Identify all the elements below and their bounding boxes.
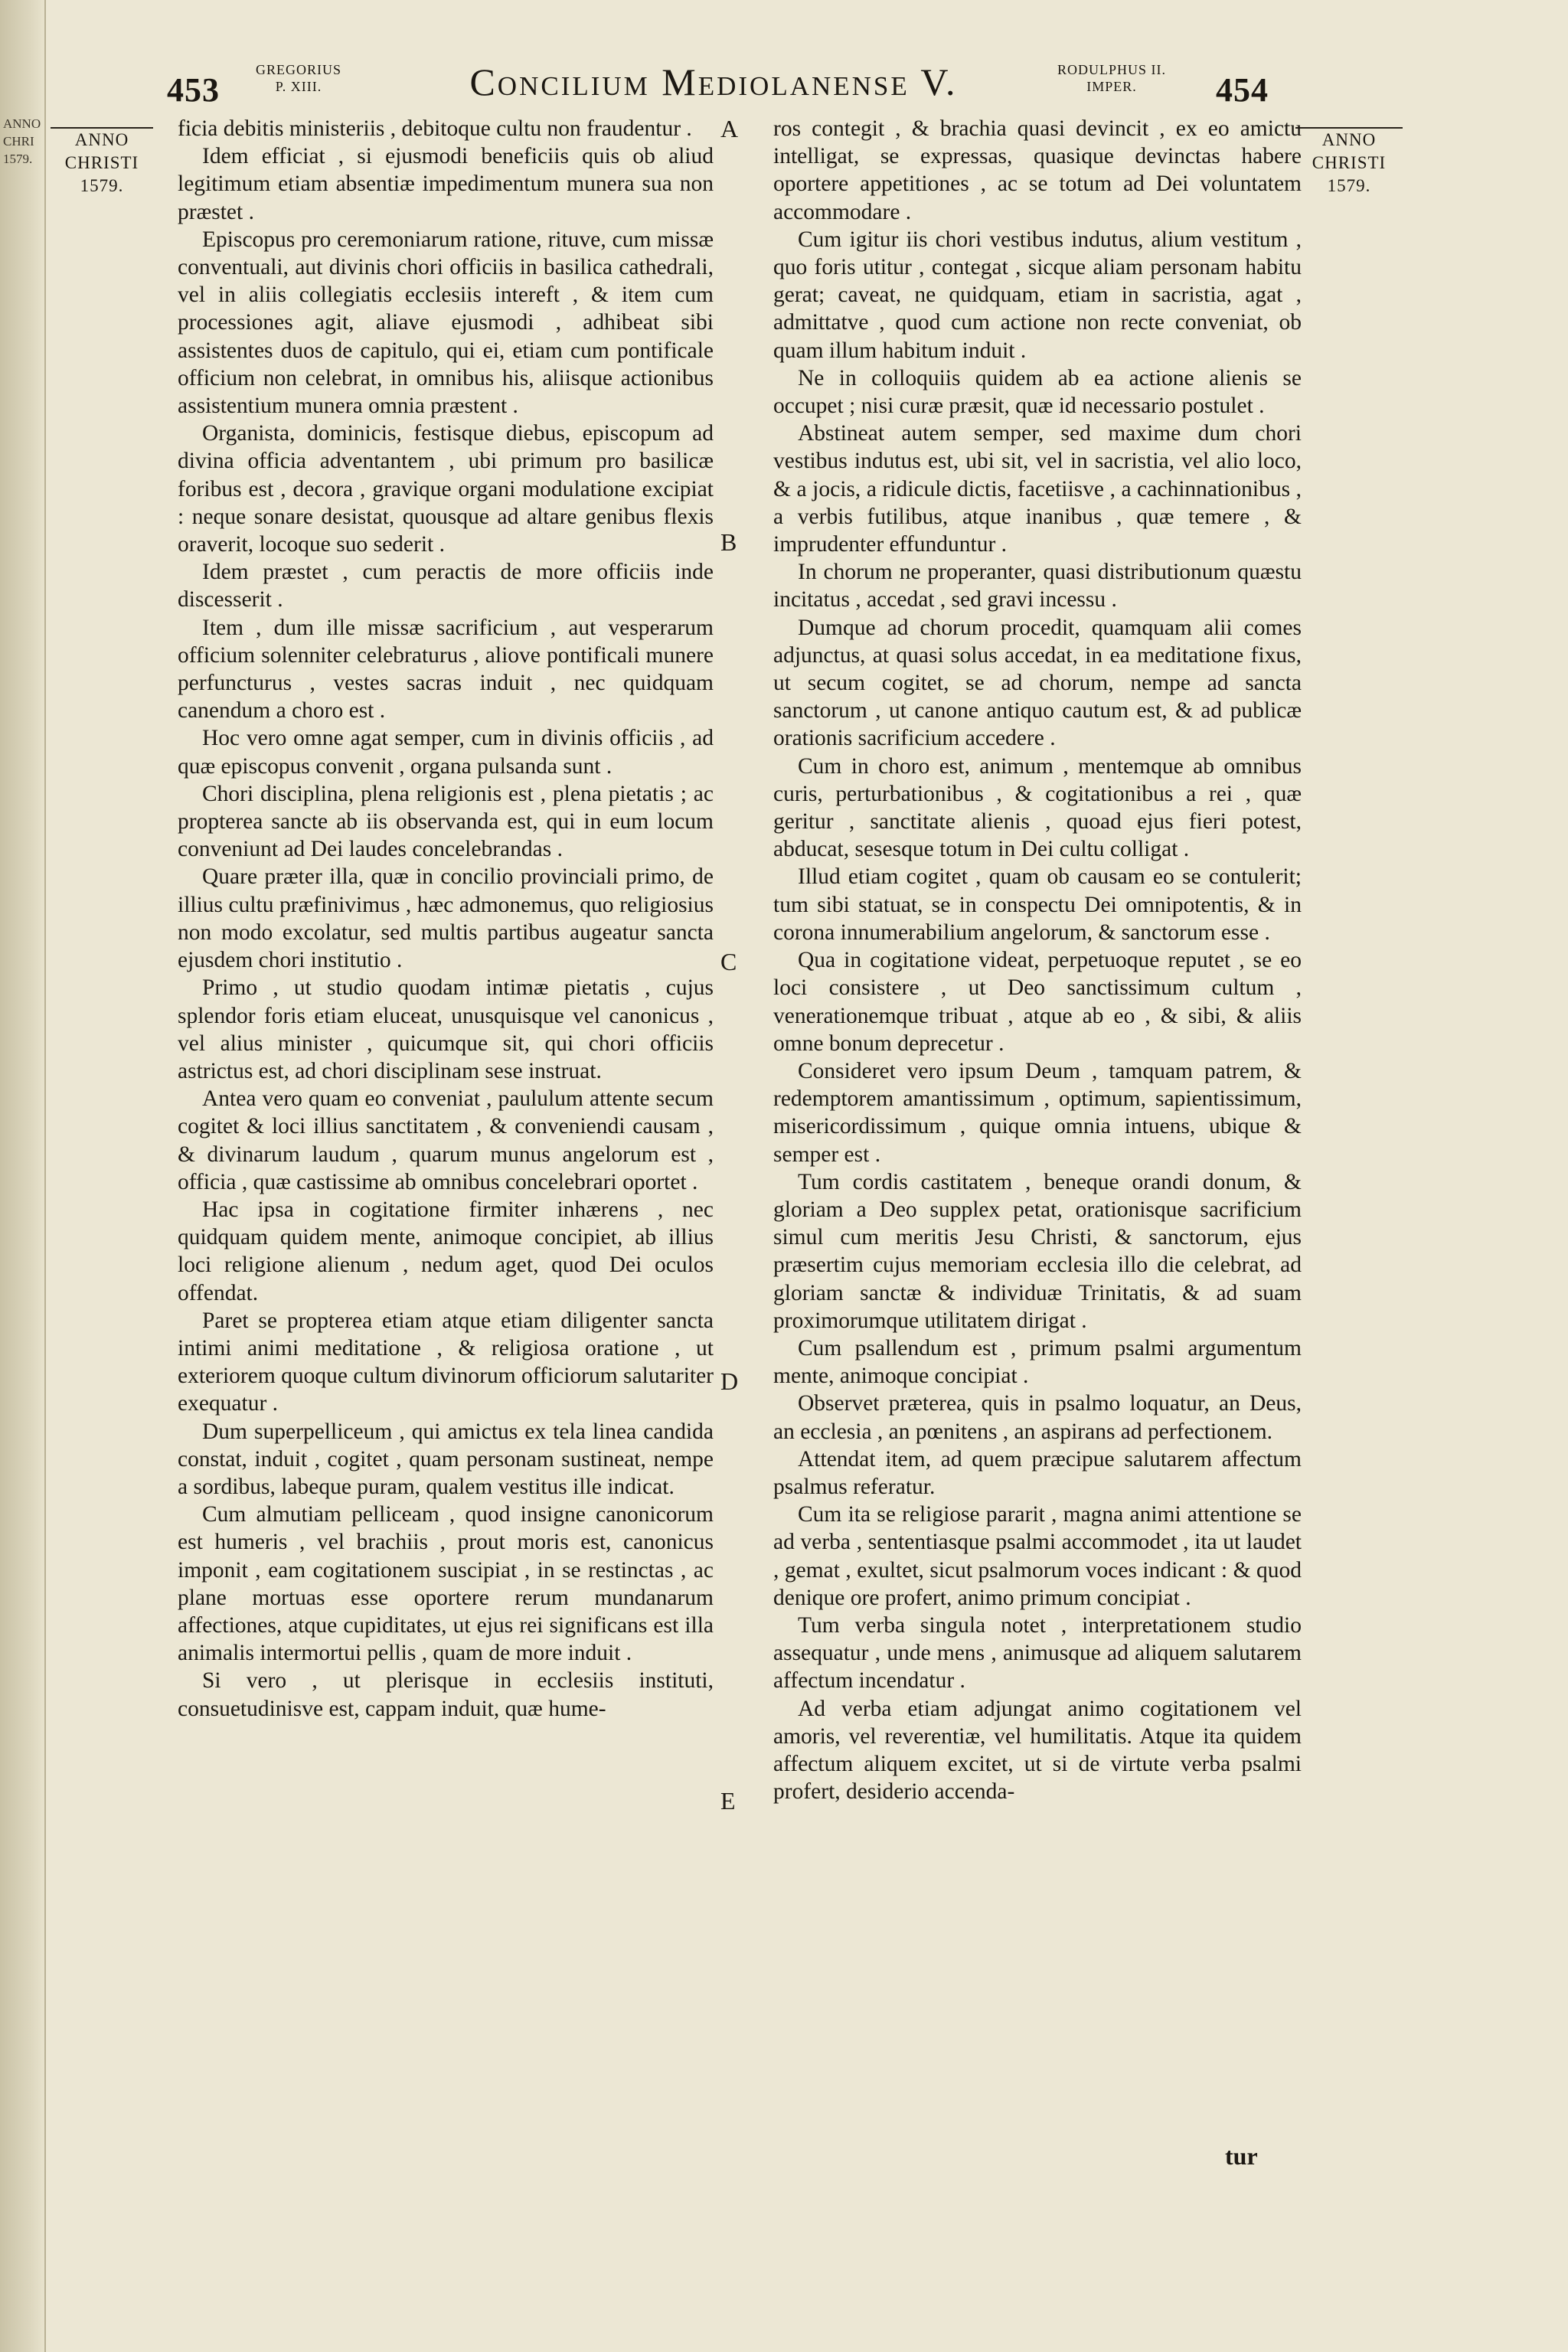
paragraph: Paret se propterea etiam atque etiam diligenter sancta intimi animi meditatione , & religiosa oratione , ut exteriorem quoque cultum divinorum officiorum salutariter exequatur .: [178, 1308, 714, 1416]
section-letter-a: A: [720, 115, 739, 142]
header-pope-title: P. XIII.: [275, 79, 322, 94]
running-title: Concilium Mediolanense V.: [469, 60, 958, 103]
paragraph: Attendat item, ad quem præcipue salutarem affectum psalmus referatur.: [773, 1446, 1302, 1499]
paragraph: Ad verba etiam adjungat animo cogitationem vel amoris, vel reverentiæ, vel humilitatis. Atque ita quidem affectum aliquem excitet, ut si de virtute verba psalmi profert, desiderio accenda-: [773, 1696, 1302, 1805]
header-pope-name: GREGORIUS: [255, 62, 341, 77]
header-emperor: [1020, 61, 1204, 95]
header-emperor-title: IMPER.: [1086, 79, 1137, 94]
header-pope: [253, 61, 345, 95]
catchword: tur: [1225, 2142, 1258, 2170]
right-text-column: [773, 115, 1302, 1805]
paragraph: Abstineat autem semper, sed maxime dum chori vestibus indutus est, ubi sit, vel in sacristia, vel alio loco, & a jocis, a ridicule dictis, facetiisve , a cachinnationibus , a verbis futilibus, atque inanibus , quæ temere , & imprudenter effunduntur .: [773, 421, 1302, 557]
paragraph: ficia debitis ministeriis , debitoque cultu non fraudentur .: [178, 116, 692, 141]
paragraph: Tum cordis castitatem , beneque orandi donum, & gloriam a Deo supplex petat, orationisque sacrificium simul cum meritis Jesu Christi, & sanctorum, ejus præsertim cujus memoriam ecclesia illo die celebrat, ad gloriam sanctæ & individuæ Trinitatis, & ad suam proximorumque utilitatem dirigat .: [773, 1169, 1302, 1333]
paragraph: Chori disciplina, plena religionis est , plena pietatis ; ac propterea sancte ab iis observanda est, qui in eum locum conveniunt ad Dei laudes concelebrandas .: [178, 781, 714, 862]
paragraph: Hac ipsa in cogitatione firmiter inhærens , nec quidquam quidem mente, animoque concipiet, ab illius loci religione alienum , nedum aget, quod Dei oculos offendat.: [178, 1197, 714, 1305]
paragraph: Primo , ut studio quodam intimæ pietatis , cujus splendor foris etiam eluceat, unusquisque vel canonicus , vel alius minister , quicumque sit, qui chori officiis astrictus est, ad chori disciplinam sese instruat.: [178, 975, 714, 1083]
facing-page-edge: [0, 0, 46, 2352]
paragraph: Organista, dominicis, festisque diebus, episcopum ad divina officia adventantem , ubi primum pro basilicæ foribus est , decora , gravique organi modulatione excipiat : neque sonare desistat, quousque ad altare genibus flexis oraverit, locoque suo sederit .: [178, 421, 714, 557]
section-letter-d: D: [720, 1367, 739, 1395]
section-letter-c: C: [720, 948, 737, 975]
paragraph: Qua in cogitatione videat, perpetuoque reputet , se eo loci consistere , ut Deo sanctissimum cultum , venerationemque tribuat , atque ab eo , & sibi, & aliis omne bonum deprecetur .: [773, 948, 1302, 1056]
paragraph: Idem præstet , cum peractis de more officiis inde discesserit .: [178, 560, 714, 612]
paragraph: Cum igitur iis chori vestibus indutus, alium vestitum , quo foris utitur , contegat , sicque aliam personam habitu gerat; caveat, ne quidquam, etiam in sacristia, agat , admittatve , quod cum actione non recte conveniat, ob quam illum habitum induit .: [773, 227, 1302, 363]
header-emperor-name: RODULPHUS II.: [1057, 62, 1166, 77]
paragraph: Cum in choro est, animum , mentemque ab omnibus curis, perturbationibus , & cogitationibus a rei , quæ geritur , sanctitate alienis , quoad ejus fieri potest, abducat, sesesque totum in Dei cultu colligat .: [773, 753, 1302, 862]
page-number-left: 453: [167, 71, 220, 109]
paragraph: Antea vero quam eo conveniat , paululum attente secum cogitet & loci illius sanctitatem , & conveniendi causam , & divinarum laudum , quarum munus angelorum est , officia , quæ castissime ab omnibus concelebrari oportet .: [178, 1086, 714, 1194]
paragraph: Quare præter illa, quæ in concilio provinciali primo, de illius cultu præfinivimus , hæc admonemus, quo religiosius non modo excolatur, sed multis partibus augeatur sancta ejusdem chori institutio .: [178, 864, 714, 973]
paragraph: Item , dum ille missæ sacrificium , aut vesperarum officium solenniter celebraturus , aliove pontificali munere perfuncturus , vestes sacras induit , nec quidquam canendum a choro est .: [178, 615, 714, 724]
paragraph: Hoc vero omne agat semper, cum in divinis officiis , ad quæ episcopus convenit , organa pulsanda sunt .: [178, 726, 714, 779]
paragraph: Cum ita se religiose pararit , magna animi attentione se ad verba , sententiasque psalmi accommodet , ita ut laudet , gemat , exultet, sicut psalmorum voces indicant : & quod denique ore profert, animo primum concipiat .: [773, 1502, 1302, 1610]
section-letter-e: E: [720, 1787, 736, 1815]
section-letter-b: B: [720, 528, 737, 556]
margin-year-left: ANNO CHRISTI 1579.: [51, 127, 153, 198]
paragraph: Observet præterea, quis in psalmo loquatur, an Deus, an ecclesia , an pœnitens , an aspirans ad perfectionem.: [773, 1391, 1302, 1444]
paragraph: Dumque ad chorum procedit, quamquam alii comes adjunctus, at quasi solus accedat, in ea meditatione fixus, ut secum cogitet, se ad chorum, nempe ad sancta sanctorum , ut canone antiquo cautum est, & ad publicæ orationis sacrificium accedere .: [773, 615, 1302, 751]
paragraph: Tum verba singula notet , interpretationem studio assequatur , unde mens , animusque ad aliquem salutarem affectum incendatur .: [773, 1612, 1302, 1694]
left-text-column: [178, 115, 714, 1723]
paragraph: ros contegit , & brachia quasi devincit , ex eo amictu intelligat, se expressas, quasique devinctas habere oportere appetitiones , ac se totum ad Dei voluntatem accommodare .: [773, 116, 1302, 224]
paragraph: Idem efficiat , si ejusmodi beneficiis quis ob aliud legitimum etiam absentiæ impedimentum munera sua non præstet .: [178, 144, 714, 224]
paragraph: Dum superpelliceum , qui amictus ex tela linea candida constat, induit , cogitet , quam personam sustineat, nempe a sordibus, labeque puram, qualem vestitus ille indicat.: [178, 1419, 714, 1499]
facing-page-year-note: ANNO CHRI 1579.: [3, 116, 41, 166]
paragraph: In chorum ne properanter, quasi distributionum quæstu incitatus , accedat , sed gravi incessu .: [773, 560, 1302, 612]
paragraph: Illud etiam cogitet , quam ob causam eo se contulerit; tum sibi statuat, se in conspectu Dei omnipotentis, & in corona innumerabilium angelorum, & sanctorum esse .: [773, 864, 1302, 945]
paragraph: Cum psallendum est , primum psalmi argumentum mente, animoque concipiat .: [773, 1335, 1302, 1389]
paragraph: Si vero , ut plerisque in ecclesiis instituti, consuetudinisve est, cappam induit, quæ hume-: [178, 1668, 714, 1721]
paragraph: Ne in colloquiis quidem ab ea actione alienis se occupet ; nisi curæ præsit, quæ id necessario postulet .: [773, 365, 1302, 419]
margin-year-right: ANNO CHRISTI 1579.: [1295, 127, 1403, 198]
page-number-right: 454: [1216, 71, 1269, 109]
paragraph: Episcopus pro ceremoniarum ratione, rituve, cum missæ conventuali, aut divinis chori officiis in basilica cathedrali, vel in aliis collegiatis ecclesiis intereft , & item cum processiones agit, aliave ejusmodi , adhibeat sibi assistentes duos de capitulo, qui ei, etiam cum pontificale officium non celebrat, in omnibus his, aliisque actionibus assistentium munera omnia præstent .: [178, 227, 714, 419]
paragraph: Consideret vero ipsum Deum , tamquam patrem, & redemptorem amantissimum , optimum, sapientissimum, misericordissimum , quique omnia intuens, ubique & semper est .: [773, 1058, 1302, 1167]
paragraph: Cum almutiam pelliceam , quod insigne canonicorum est humeris , vel brachiis , prout moris est, canonicus imponit , eam cogitationem suscipiat , in se restinctas , ac plane mortuas esse oportere rerum mundanarum affectiones, atque cupiditates, ut ejus rei significans est illa animalis intermortui pellis , quam de more induit .: [178, 1502, 714, 1666]
